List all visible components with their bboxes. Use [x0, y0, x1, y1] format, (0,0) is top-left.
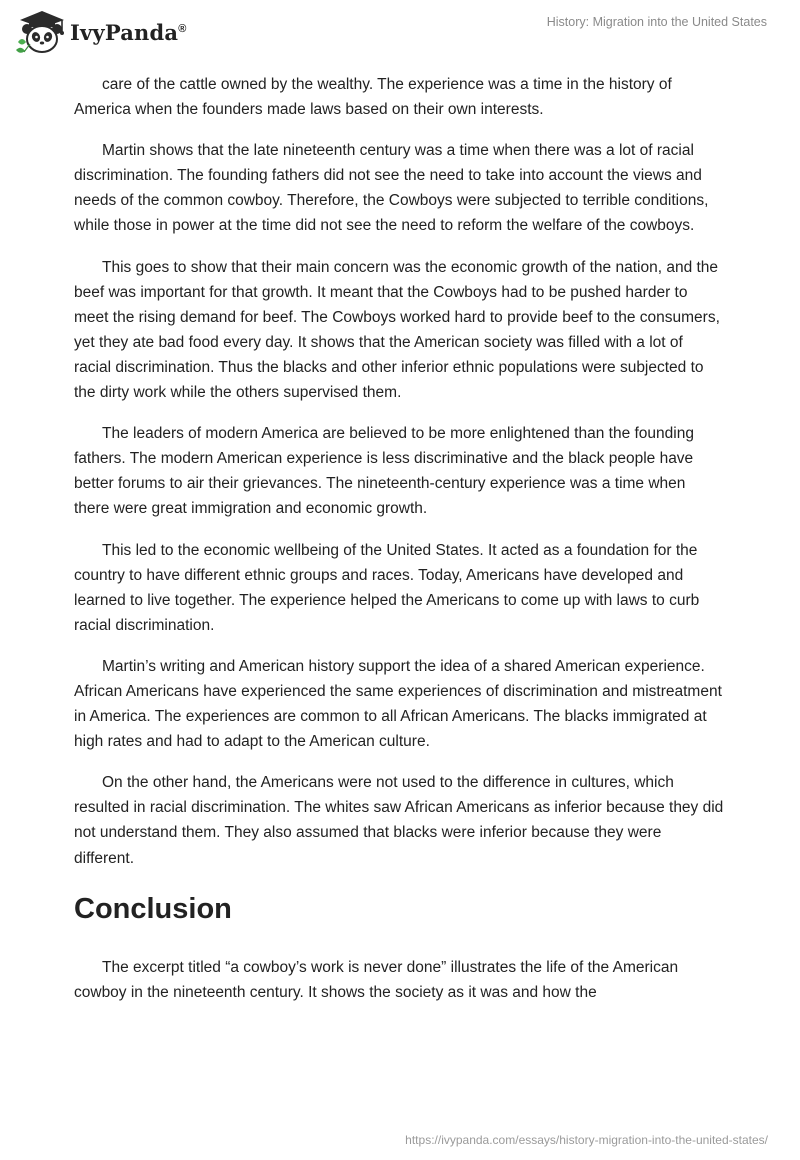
- site-logo[interactable]: [14, 8, 187, 56]
- paragraph: Martin’s writing and American history support the idea of a shared American experience. African Americans have experienced the same experiences of discrimination and mistreatment in America. The experiences are common to all African Americans. The blacks immigrated at high rates and had to adapt to the American culture.: [74, 657, 722, 751]
- conclusion-paragraph: The excerpt titled “a cowboy’s work is never done” illustrates the life of the American cowboy in the nineteenth century. It shows the society as it was and how the: [74, 958, 679, 1001]
- paragraph: The leaders of modern America are believed to be more enlightened than the founding fathers. The modern American experience is less discriminative and the black people have better forums to air their grievances. The nineteenth-century experience was a time when there were great immigration and economic growth.: [74, 425, 694, 518]
- brand-name: IvyPanda®: [70, 19, 187, 45]
- source-url-link[interactable]: https://ivypanda.com/essays/history-migration-into-the-united-states/: [405, 1133, 768, 1147]
- document-title: History: Migration into the United States: [546, 15, 767, 29]
- essay-body: [74, 72, 724, 1021]
- paragraph: care of the cattle owned by the wealthy. The experience was a time in the history of America when the founders made laws based on their own interests.: [74, 76, 672, 119]
- paragraph: This goes to show that their main concern was the economic growth of the nation, and the beef was important for that growth. It meant that the Cowboys had to be pushed harder to meet the rising demand for beef. The Cowboys worked hard to provide beef to the consumers, yet they ate bad food every day. It shows that the American society was filled with a lot of racial discrimination. Thus the blacks and other inferior ethnic populations were subjected to the dirty work while the others supervised them.: [74, 258, 720, 402]
- paragraph: On the other hand, the Americans were not used to the difference in cultures, which resulted in racial discrimination. The whites saw African Americans as inferior because they did not understand them. They also assumed that blacks were inferior because they were different.: [74, 774, 724, 867]
- page-header: [0, 0, 800, 64]
- conclusion-heading: Conclusion: [74, 892, 232, 925]
- paragraph: Martin shows that the late nineteenth century was a time when there was a lot of racial discrimination. The founding fathers did not see the need to take into account the views and needs of the common cowboy. Therefore, the Cowboys were subjected to terrible conditions, while those in power at the time did not see the need to reform the welfare of the cowboys.: [74, 142, 709, 235]
- panda-graduate-icon: [14, 8, 66, 56]
- paragraph: This led to the economic wellbeing of the United States. It acted as a foundation for the country to have different ethnic groups and races. Today, Americans have developed and learned to live together. The experience helped the Americans to come up with laws to curb racial discrimination.: [74, 541, 700, 634]
